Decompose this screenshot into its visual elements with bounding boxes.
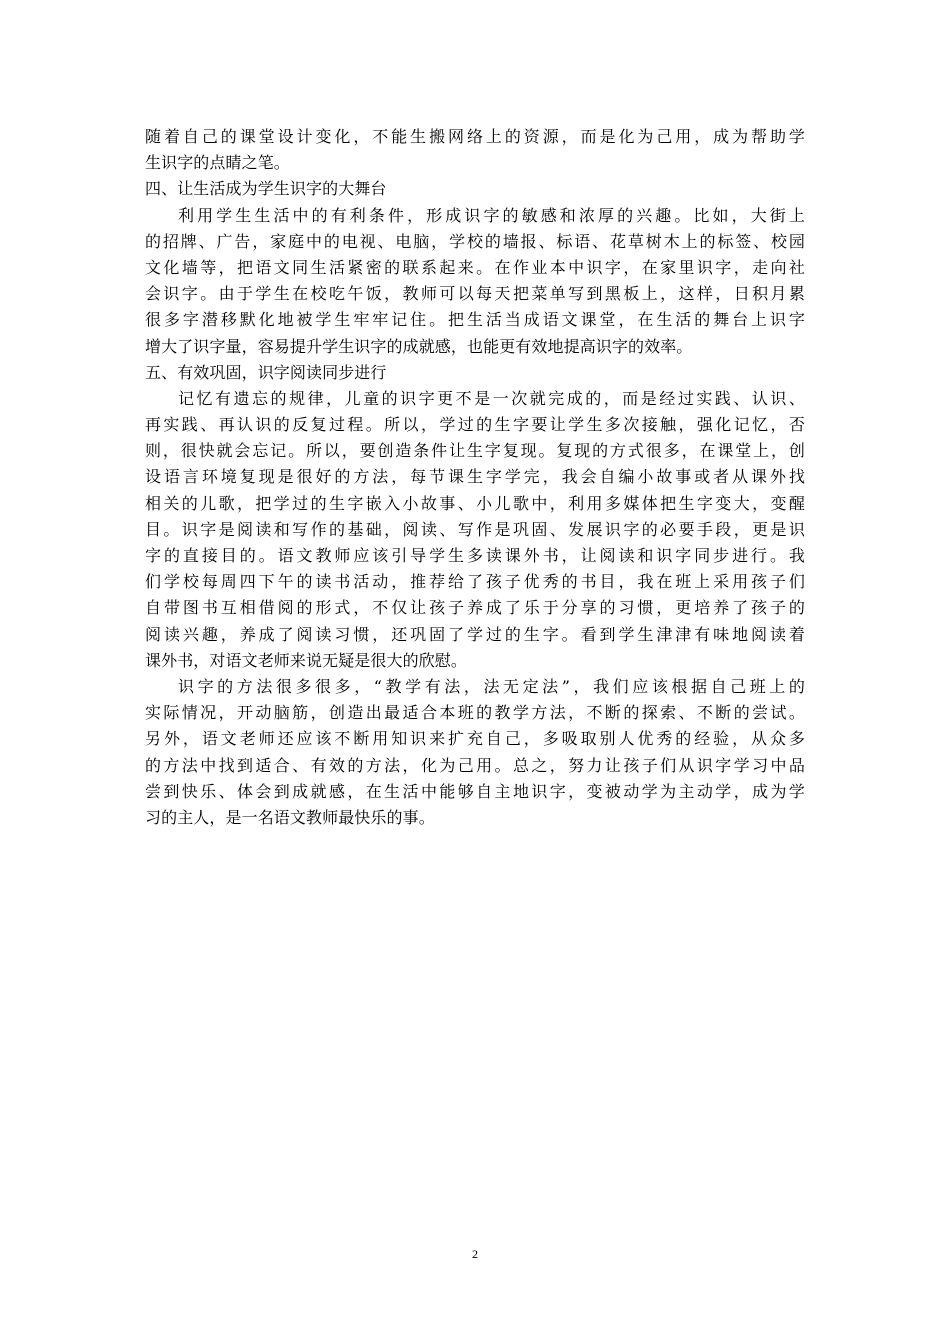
text-line: 设语言环境复现是很好的方法，每节课生字学完，我会自编小故事或者从课外找	[145, 467, 805, 487]
text-line: 生识字的点睛之笔。	[145, 153, 290, 173]
text-line: 课外书，对语文老师来说无疑是很大的欣慰。	[145, 650, 468, 670]
text-line: 的方法中找到适合、有效的方法，化为己用。总之，努力让孩子们从识字学习中品	[145, 755, 805, 775]
text-line: 们学校每周四下午的读书活动，推荐给了孩子优秀的书目，我在班上采用孩子们	[145, 572, 805, 592]
text-line: 文化墙等，把语文同生活紧密的联系起来。在作业本中识字，在家里识字，走向社	[145, 257, 805, 277]
text-line: 的招牌、广告，家庭中的电视、电脑，学校的墙报、标语、花草树木上的标签、校园	[145, 231, 805, 251]
text-line: 再实践、再认识的反复过程。所以，学过的生字要让学生多次接触，强化记忆，否	[145, 415, 805, 435]
text-line: 实际情况，开动脑筋，创造出最适合本班的教学方法，不断的探索、不断的尝试。	[145, 703, 805, 723]
text-line: 会识字。由于学生在校吃午饭，教师可以每天把菜单写到黑板上，这样，日积月累	[145, 284, 805, 304]
text-line: 自带图书互相借阅的形式，不仅让孩子养成了乐于分享的习惯，更培养了孩子的	[145, 598, 805, 618]
text-line: 另外，语文老师还应该不断用知识来扩充自己，多吸取别人优秀的经验，从众多	[145, 729, 805, 749]
text-line: 阅读兴趣，养成了阅读习惯，还巩固了学过的生字。看到学生津津有味地阅读着	[145, 624, 805, 644]
text-line: 很多字潜移默化地被学生牢牢记住。把生活当成语文课堂，在生活的舞台上识字	[145, 310, 805, 330]
text-line: 随着自己的课堂设计变化，不能生搬网络上的资源，而是化为己用，成为帮助学	[145, 127, 805, 146]
text-line: 目。识字是阅读和写作的基础，阅读、写作是巩固、发展识字的必要手段，更是识	[145, 519, 805, 539]
text-line: 尝到快乐、体会到成就感，在生活中能够自主地识字，变被动学为主动学，成为学	[145, 781, 805, 801]
text-line: 则，很快就会忘记。所以，要创造条件让生字复现。复现的方式很多，在课堂上，创	[145, 441, 805, 461]
section-heading: 四、让生活成为学生识字的大舞台	[145, 179, 387, 199]
document-body	[145, 124, 805, 831]
text-line: 增大了识字量，容易提升学生识字的成就感，也能更有效地提高识字的效率。	[145, 336, 693, 356]
text-line: 识字的方法很多很多，“教学有法，法无定法”，我们应该根据自己班上的	[178, 676, 805, 696]
text-line: 记忆有遗忘的规律，儿童的识字更不是一次就完成的，而是经过实践、认识、	[178, 388, 805, 408]
text-line: 字的直接目的。语文教师应该引导学生多读课外书，让阅读和识字同步进行。我	[145, 546, 805, 565]
text-line: 相关的儿歌，把学过的生字嵌入小故事、小儿歌中，利用多媒体把生字变大，变醒	[145, 493, 805, 513]
text-line: 习的主人，是一名语文教师最快乐的事。	[145, 807, 435, 827]
section-heading: 五、有效巩固，识字阅读同步进行	[145, 362, 387, 382]
page-number: 2	[472, 1247, 478, 1261]
text-line: 利用学生生活中的有利条件，形成识字的敏感和浓厚的兴趣。比如，大街上	[178, 205, 805, 225]
